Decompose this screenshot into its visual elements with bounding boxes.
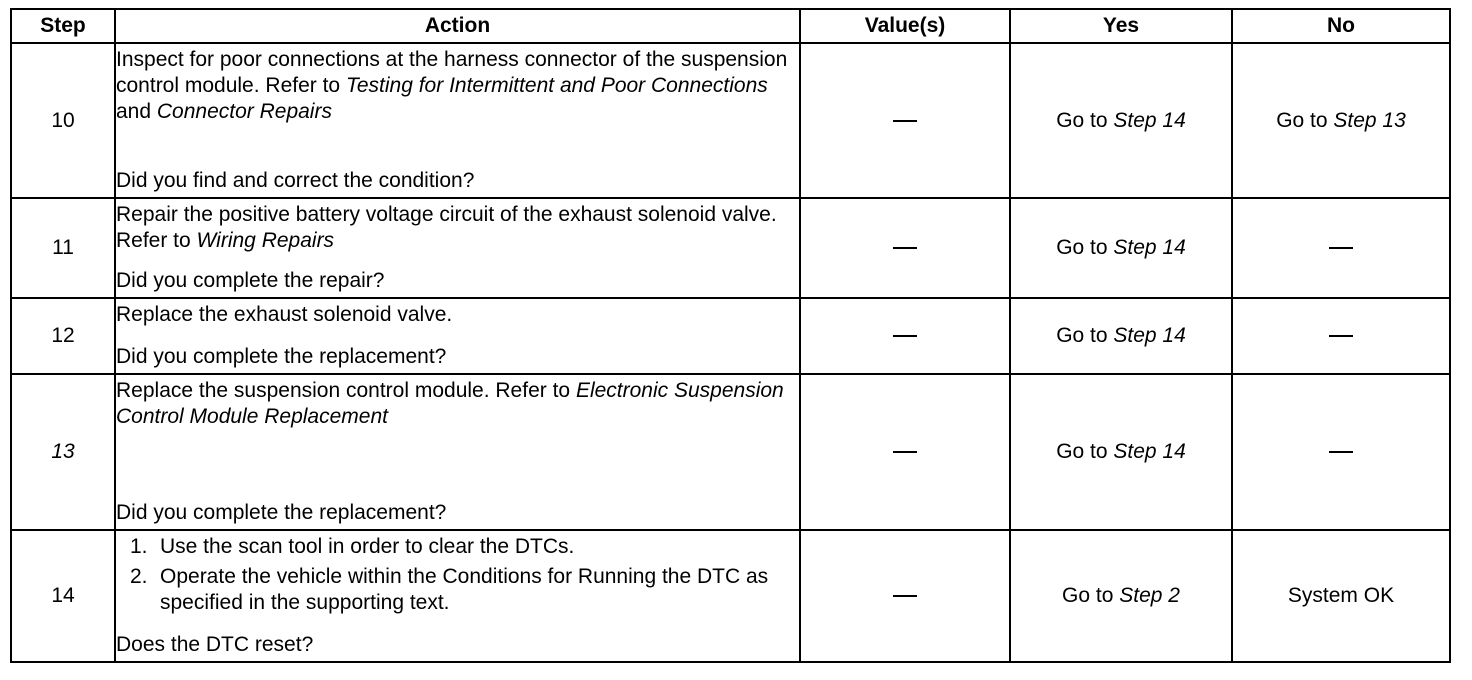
reference-link[interactable]: Electronic Suspension Control Module Replacement	[116, 379, 784, 428]
table-row	[11, 298, 1450, 374]
value-cell	[800, 198, 1010, 298]
no-cell	[1232, 530, 1450, 662]
step-number: 14	[11, 530, 115, 662]
header-step: Step	[11, 9, 115, 43]
diagnostic-table	[10, 8, 1451, 663]
step-link[interactable]: Step 14	[1113, 108, 1186, 132]
table-row	[11, 43, 1450, 198]
action-question: Does the DTC reset?	[116, 633, 314, 656]
yes-cell[interactable]: Go to Step 2	[1010, 530, 1232, 662]
action-cell	[115, 374, 800, 530]
step-link[interactable]: Step 14	[1113, 236, 1186, 259]
action-question: Did you complete the repair?	[116, 269, 385, 292]
action-cell	[115, 530, 800, 662]
dash-icon	[1329, 247, 1353, 249]
table-row	[11, 374, 1450, 530]
value-cell	[800, 530, 1010, 662]
step-number: 10	[11, 43, 115, 198]
no-cell	[1232, 374, 1450, 530]
reference-link[interactable]: Testing for Intermittent and Poor Connections	[345, 74, 768, 97]
value-cell	[800, 298, 1010, 374]
header-values: Value(s)	[800, 9, 1010, 43]
dash-icon	[893, 335, 917, 337]
yes-cell[interactable]: Go to Step 14	[1010, 374, 1232, 530]
header-yes: Yes	[1010, 9, 1232, 43]
dash-icon	[893, 451, 917, 453]
action-cell	[115, 198, 800, 298]
step-number: 13	[11, 374, 115, 530]
table-row	[11, 198, 1450, 298]
value-cell	[800, 43, 1010, 198]
dash-icon	[1329, 335, 1353, 337]
step-number: 11	[11, 198, 115, 298]
dash-icon	[893, 120, 917, 122]
value-cell	[800, 374, 1010, 530]
list-item: 2. Operate the vehicle within the Conditions for Running the DTC as specified in the supporting text.	[130, 565, 769, 614]
yes-cell[interactable]: Go to Step 14	[1010, 298, 1232, 374]
action-text: Repair the positive battery voltage circuit of the exhaust solenoid valve. Refer to Wiring Repairs	[116, 203, 777, 252]
yes-cell[interactable]: Go to Step 14	[1010, 198, 1232, 298]
table-row	[11, 530, 1450, 662]
action-list	[116, 534, 799, 620]
step-link[interactable]: Step 14	[1113, 324, 1186, 347]
action-text: Inspect for poor connections at the harness connector of the suspension control module. Refer to Testing for Intermittent and Poor Connections and Connector Repairs	[116, 48, 788, 123]
action-question: Did you complete the replacement?	[116, 345, 447, 368]
list-item: 1. Use the scan tool in order to clear the DTCs.	[130, 535, 575, 558]
action-text: Replace the suspension control module. Refer to Electronic Suspension Control Module Replacement	[116, 379, 784, 428]
reference-link[interactable]: Wiring Repairs	[196, 229, 335, 252]
dash-icon	[893, 247, 917, 249]
header-row	[11, 9, 1450, 43]
header-action: Action	[115, 9, 800, 43]
header-no: No	[1232, 9, 1450, 43]
action-cell	[115, 298, 800, 374]
reference-link[interactable]: Connector Repairs	[156, 100, 332, 123]
step-number: 12	[11, 298, 115, 374]
action-question: Did you complete the replacement?	[116, 501, 447, 524]
dash-icon	[1329, 451, 1353, 453]
action-text: Replace the exhaust solenoid valve.	[116, 303, 453, 326]
action-question: Did you find and correct the condition?	[116, 169, 475, 192]
no-cell	[1232, 298, 1450, 374]
step-link[interactable]: Step 13	[1333, 108, 1406, 132]
yes-cell[interactable]: Go to Step 14	[1010, 43, 1232, 198]
step-link[interactable]: Step 14	[1113, 440, 1186, 463]
dash-icon	[893, 595, 917, 597]
no-cell[interactable]: Go to Step 13	[1232, 43, 1450, 198]
no-cell	[1232, 198, 1450, 298]
step-link[interactable]: Step 2	[1119, 584, 1180, 607]
action-cell	[115, 43, 800, 198]
status-text: System OK	[1287, 584, 1395, 607]
